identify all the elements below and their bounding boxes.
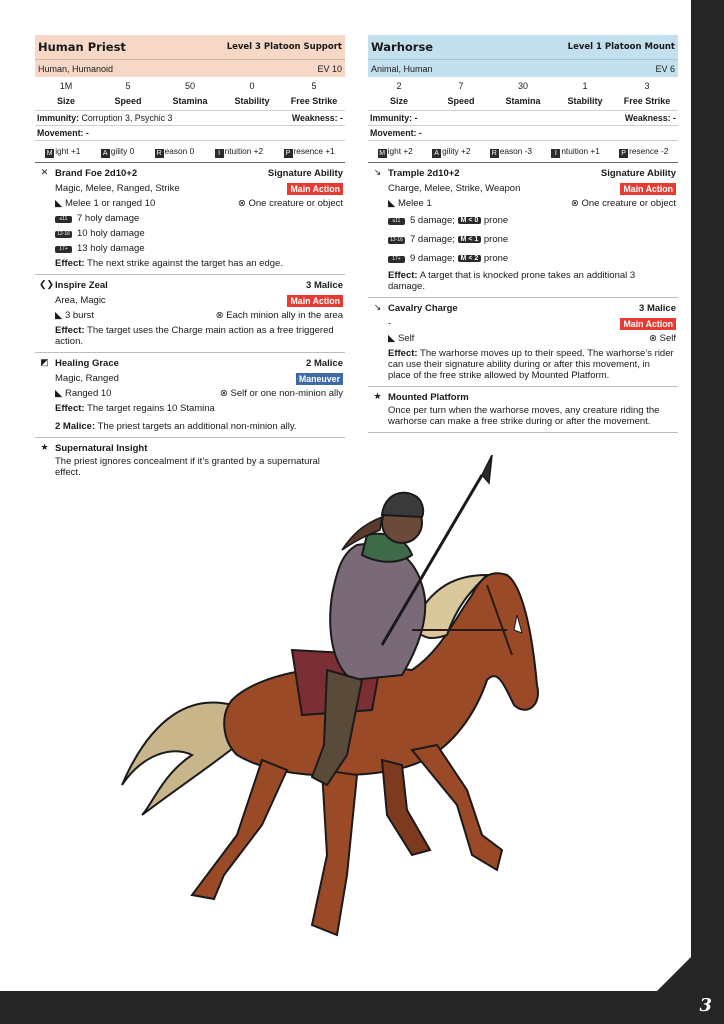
ability-distance: ◣ Self	[388, 333, 415, 344]
tier-1-result: ≤11 5 damage; M < 0 prone	[368, 211, 678, 230]
ability-keywords: -	[388, 318, 392, 329]
weakness: Weakness: -	[624, 113, 676, 123]
stat-labels	[368, 91, 678, 110]
distance-icon: ◣	[55, 310, 65, 321]
ability-inspire-zeal	[35, 275, 345, 353]
ability-title: Inspire Zeal	[55, 280, 108, 291]
page-number: 3	[699, 995, 712, 1016]
creature-level: Level 1 Platoon Mount	[567, 42, 675, 52]
immunity: Immunity: -	[370, 113, 418, 123]
speed-value: 5	[125, 81, 131, 91]
size-value: 1M	[59, 81, 73, 91]
stat-values	[368, 77, 678, 91]
mounted-warrior-illustration	[112, 455, 552, 960]
target-icon: ⊗	[237, 198, 249, 209]
creature-name: Warhorse	[371, 40, 434, 54]
ability-target: ⊗ Self	[649, 333, 676, 344]
distance-icon: ◣	[388, 198, 398, 209]
encounter-value: EV 6	[655, 63, 675, 74]
characteristics-row	[35, 140, 345, 163]
free-strike-value: 3	[644, 81, 650, 91]
agility-characteristic: A gility 0	[101, 146, 135, 158]
stability-label: Stability	[567, 96, 603, 106]
stability-label: Stability	[234, 96, 270, 106]
movement: Movement: -	[37, 128, 89, 138]
distance-icon: ◣	[55, 198, 65, 209]
size-label: Size	[389, 96, 408, 106]
speed-label: Speed	[114, 96, 142, 106]
ability-effect: Effect: The next strike against the target has an edge.	[55, 258, 283, 269]
human-priest-stat-block	[35, 35, 345, 483]
tier-2-icon: 12-16	[388, 237, 405, 244]
ability-cost: 2 Malice	[306, 358, 343, 369]
ability-effect: Effect: The warhorse moves up to their speed. The warhorse’s rider can use their signature ability during or after this movement, in place of the free strike allowed by Mounted Platform.	[388, 348, 674, 381]
ability-target: ⊗ Each minion ally in the area	[215, 310, 343, 321]
stat-values	[35, 77, 345, 91]
tier-2-result: 12-16 7 damage; M < 1 prone	[368, 230, 678, 249]
tier-1-icon: ≤11	[55, 216, 72, 223]
ability-title: Trample 2d10+2	[388, 168, 460, 179]
trait-text: Once per turn when the warhorse moves, any creature riding the warhorse can make a free strike during or after the movement.	[388, 405, 660, 427]
tier-1-result: ≤11 7 holy damage	[35, 211, 345, 226]
stat-block-subheader	[368, 60, 678, 77]
tier-3-result: 17+ 9 damage; M < 2 prone	[368, 249, 678, 268]
tier-1-icon: ≤11	[388, 218, 405, 225]
stamina-value: 50	[184, 81, 195, 91]
ability-title: Healing Grace	[55, 358, 119, 369]
ability-cost: Signature Ability	[267, 168, 343, 179]
page-edge-bar	[691, 0, 724, 1024]
characteristics-row	[368, 140, 678, 163]
ability-keywords: Charge, Melee, Strike, Weapon	[388, 183, 521, 194]
ability-keywords: Area, Magic	[55, 295, 106, 306]
ability-title: Brand Foe 2d10+2	[55, 168, 138, 179]
action-badge: Main Action	[620, 183, 676, 195]
ability-distance: ◣ Ranged 10	[55, 388, 112, 399]
ability-effect: Effect: A target that is knocked prone takes an additional 3 damage.	[388, 270, 636, 292]
presence-characteristic: P resence -2	[619, 146, 668, 158]
ability-effect: Effect: The target regains 10 Stamina	[55, 403, 215, 414]
immunity: Immunity: Corruption 3, Psychic 3	[37, 113, 173, 123]
encounter-value: EV 10	[317, 63, 342, 74]
ability-keywords: Magic, Melee, Ranged, Strike	[55, 183, 180, 194]
warhorse-stat-block	[368, 35, 678, 433]
action-badge: Main Action	[287, 183, 343, 195]
ability-title: Cavalry Charge	[388, 303, 458, 314]
creature-level: Level 3 Platoon Support	[226, 42, 342, 52]
presence-characteristic: P resence +1	[284, 146, 335, 158]
size-value: 2	[396, 81, 402, 91]
maneuver-badge: Maneuver	[296, 373, 343, 385]
target-icon: ⊗	[219, 388, 231, 399]
ability-target: ⊗ One creature or object	[570, 198, 676, 209]
movement: Movement: -	[370, 128, 422, 138]
stat-block-header	[35, 35, 345, 60]
creature-keywords: Animal, Human	[371, 63, 433, 74]
might-test-marker: M < 0	[458, 217, 482, 224]
ability-trample	[368, 163, 678, 298]
size-label: Size	[56, 96, 75, 106]
tier-2-icon: 12-16	[55, 231, 72, 238]
ability-distance: ◣ Melee 1	[388, 198, 432, 209]
ability-distance: ◣ 3 burst	[55, 310, 94, 321]
tier-3-icon: 17+	[55, 246, 72, 253]
creature-keywords: Human, Humanoid	[38, 63, 114, 74]
immunity-weakness-row	[368, 110, 678, 125]
speed-label: Speed	[447, 96, 475, 106]
sword-icon: ↘	[373, 167, 382, 177]
free-strike-label: Free Strike	[290, 96, 338, 106]
stability-value: 0	[249, 81, 255, 91]
target-icon: ⊗	[215, 310, 227, 321]
ability-target: ⊗ One creature or object	[237, 198, 343, 209]
malice-effect: 2 Malice: The priest targets an additional non-minion ally.	[55, 421, 297, 432]
distance-icon: ◣	[388, 333, 398, 344]
stat-block-subheader	[35, 60, 345, 77]
ability-healing-grace	[35, 353, 345, 438]
tier-3-icon: 17+	[388, 256, 405, 263]
speed-value: 7	[458, 81, 464, 91]
agility-characteristic: A gility +2	[432, 146, 470, 158]
weakness: Weakness: -	[291, 113, 343, 123]
star-icon: ★	[373, 391, 382, 401]
stamina-label: Stamina	[172, 96, 208, 106]
ability-distance: ◣ Melee 1 or ranged 10	[55, 198, 156, 209]
page-corner-decoration	[657, 957, 691, 991]
star-icon: ★	[40, 442, 49, 452]
free-strike-label: Free Strike	[623, 96, 671, 106]
might-test-marker: M < 1	[458, 236, 482, 243]
free-strike-value: 5	[311, 81, 317, 91]
intuition-characteristic: I ntuition +2	[215, 146, 264, 158]
action-badge: Main Action	[287, 295, 343, 307]
ability-cost: 3 Malice	[306, 280, 343, 291]
crossed-swords-icon: ✕	[40, 167, 49, 177]
ranged-icon: ◩	[40, 357, 49, 367]
might-characteristic: M ight +1	[46, 146, 81, 157]
tier-3-result: 17+ 13 holy damage	[35, 241, 345, 256]
movement-row	[368, 125, 678, 140]
target-icon: ⊗	[649, 333, 660, 344]
stat-block-header	[368, 35, 678, 60]
area-icon: ❮❯	[39, 279, 55, 289]
sword-icon: ↘	[373, 302, 382, 312]
might-test-marker: M < 2	[458, 255, 482, 262]
ability-cost: Signature Ability	[600, 168, 676, 179]
ability-cost: 3 Malice	[639, 303, 676, 314]
trait-mounted-platform	[368, 387, 678, 433]
target-icon: ⊗	[570, 198, 582, 209]
tier-2-result: 12-16 10 holy damage	[35, 226, 345, 241]
immunity-weakness-row	[35, 110, 345, 125]
stamina-value: 30	[517, 81, 528, 91]
stat-labels	[35, 91, 345, 110]
ability-brand-foe	[35, 163, 345, 275]
action-badge: Main Action	[620, 318, 676, 330]
trait-title: Supernatural Insight	[55, 443, 148, 454]
reason-characteristic: R eason -3	[491, 146, 533, 157]
intuition-characteristic: I ntuition +1	[551, 146, 600, 158]
movement-row	[35, 125, 345, 140]
stamina-label: Stamina	[505, 96, 541, 106]
distance-icon: ◣	[55, 388, 65, 399]
ability-target: ⊗ Self or one non-minion ally	[219, 388, 343, 399]
ability-cavalry-charge	[368, 298, 678, 387]
might-characteristic: M ight +2	[379, 146, 413, 157]
creature-name: Human Priest	[38, 40, 126, 54]
page-footer-bar	[0, 991, 724, 1024]
stability-value: 1	[582, 81, 588, 91]
ability-keywords: Magic, Ranged	[55, 373, 119, 384]
reason-characteristic: R eason 0	[156, 146, 195, 157]
ability-effect: Effect: The target uses the Charge main action as a free triggered action.	[55, 325, 334, 347]
trait-title: Mounted Platform	[388, 392, 469, 403]
trait-text: The priest ignores concealment if it’s granted by a supernatural effect.	[55, 456, 320, 478]
